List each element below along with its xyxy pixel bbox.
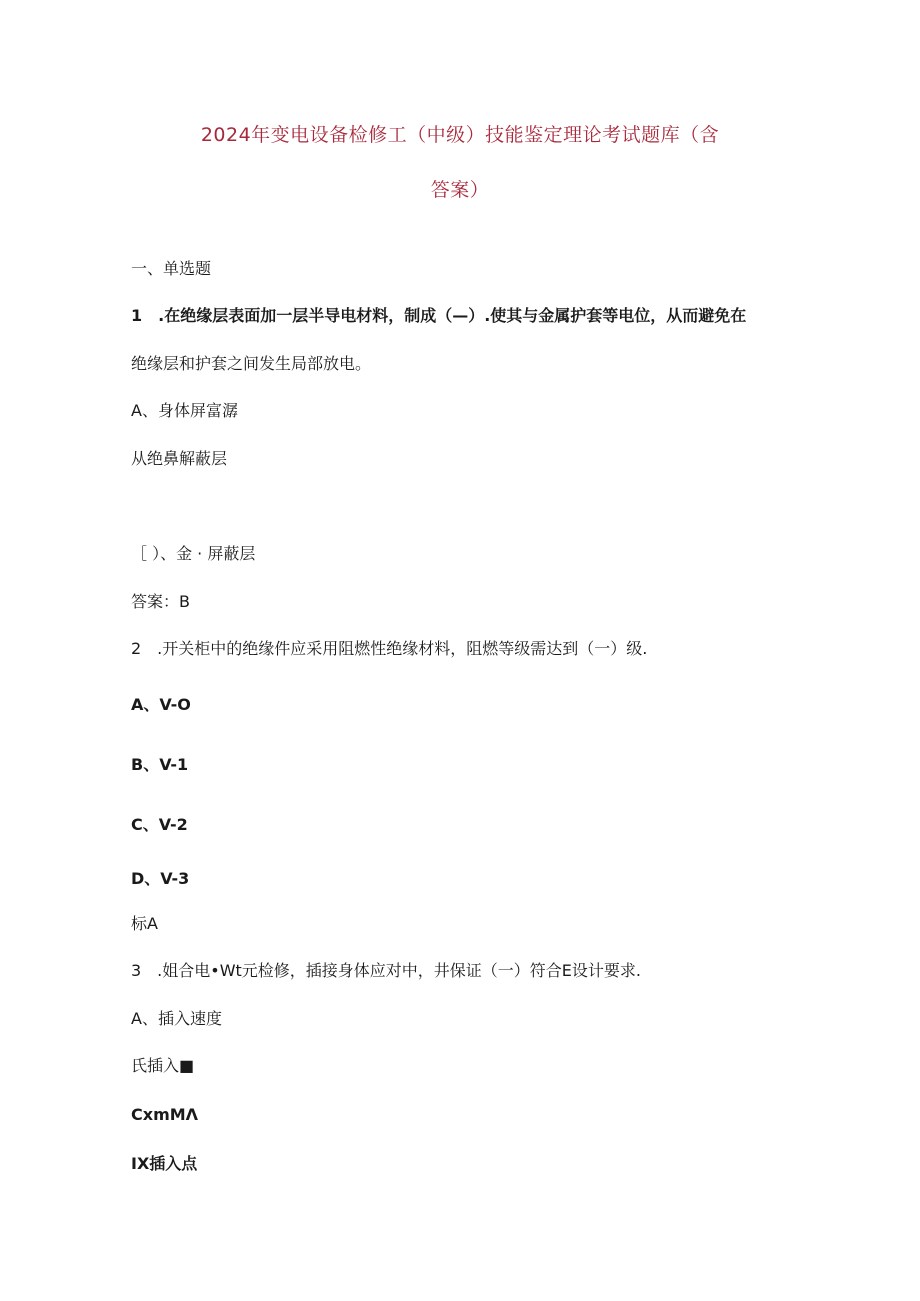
- question-2-option-b: B、V-1: [131, 755, 189, 774]
- question-3-stem: 3 .姐合电•Wt元检修，插接身体应对中，井保证（一）符合E设计要求.: [131, 961, 641, 980]
- question-1-stem-line-2: 绝缘层和护套之间发生局部放电。: [131, 354, 372, 373]
- question-1-option-b: 从绝鼻解蔽层: [131, 449, 228, 468]
- question-2-answer: 标A: [131, 914, 158, 933]
- question-2-stem: 2 .开关柜中的绝缘件应采用阻燃性绝缘材料，阻燃等级需达到（一）级.: [131, 639, 648, 658]
- question-1-stem-line-1: 1 .在绝缘层表面加一层半导电材料，制成（—）.使其与金属护套等电位，从而避免在: [131, 306, 747, 325]
- document-title-line-1: 2024年变电设备检修工（中级）技能鉴定理论考试题库（含: [200, 124, 720, 146]
- question-3-option-d: IX插入点: [131, 1154, 198, 1173]
- question-3-option-c: CxmMΛ: [131, 1105, 199, 1124]
- document-title-line-2: 答案）: [430, 179, 490, 201]
- question-3-option-b: 氏插入■: [131, 1056, 195, 1075]
- question-3-option-a: A、插入速度: [131, 1009, 222, 1028]
- question-2-option-c: C、V-2: [131, 815, 188, 834]
- question-2-option-d: D、V-3: [131, 869, 190, 888]
- question-2-option-a: A、V-O: [131, 695, 191, 714]
- question-1-option-a: A、身体屏富潺: [131, 401, 238, 420]
- section-heading: 一、单选题: [131, 259, 212, 278]
- question-1-answer: 答案：B: [131, 592, 190, 611]
- question-1-option-c: ［ ）、金 · 屏蔽层: [131, 544, 256, 563]
